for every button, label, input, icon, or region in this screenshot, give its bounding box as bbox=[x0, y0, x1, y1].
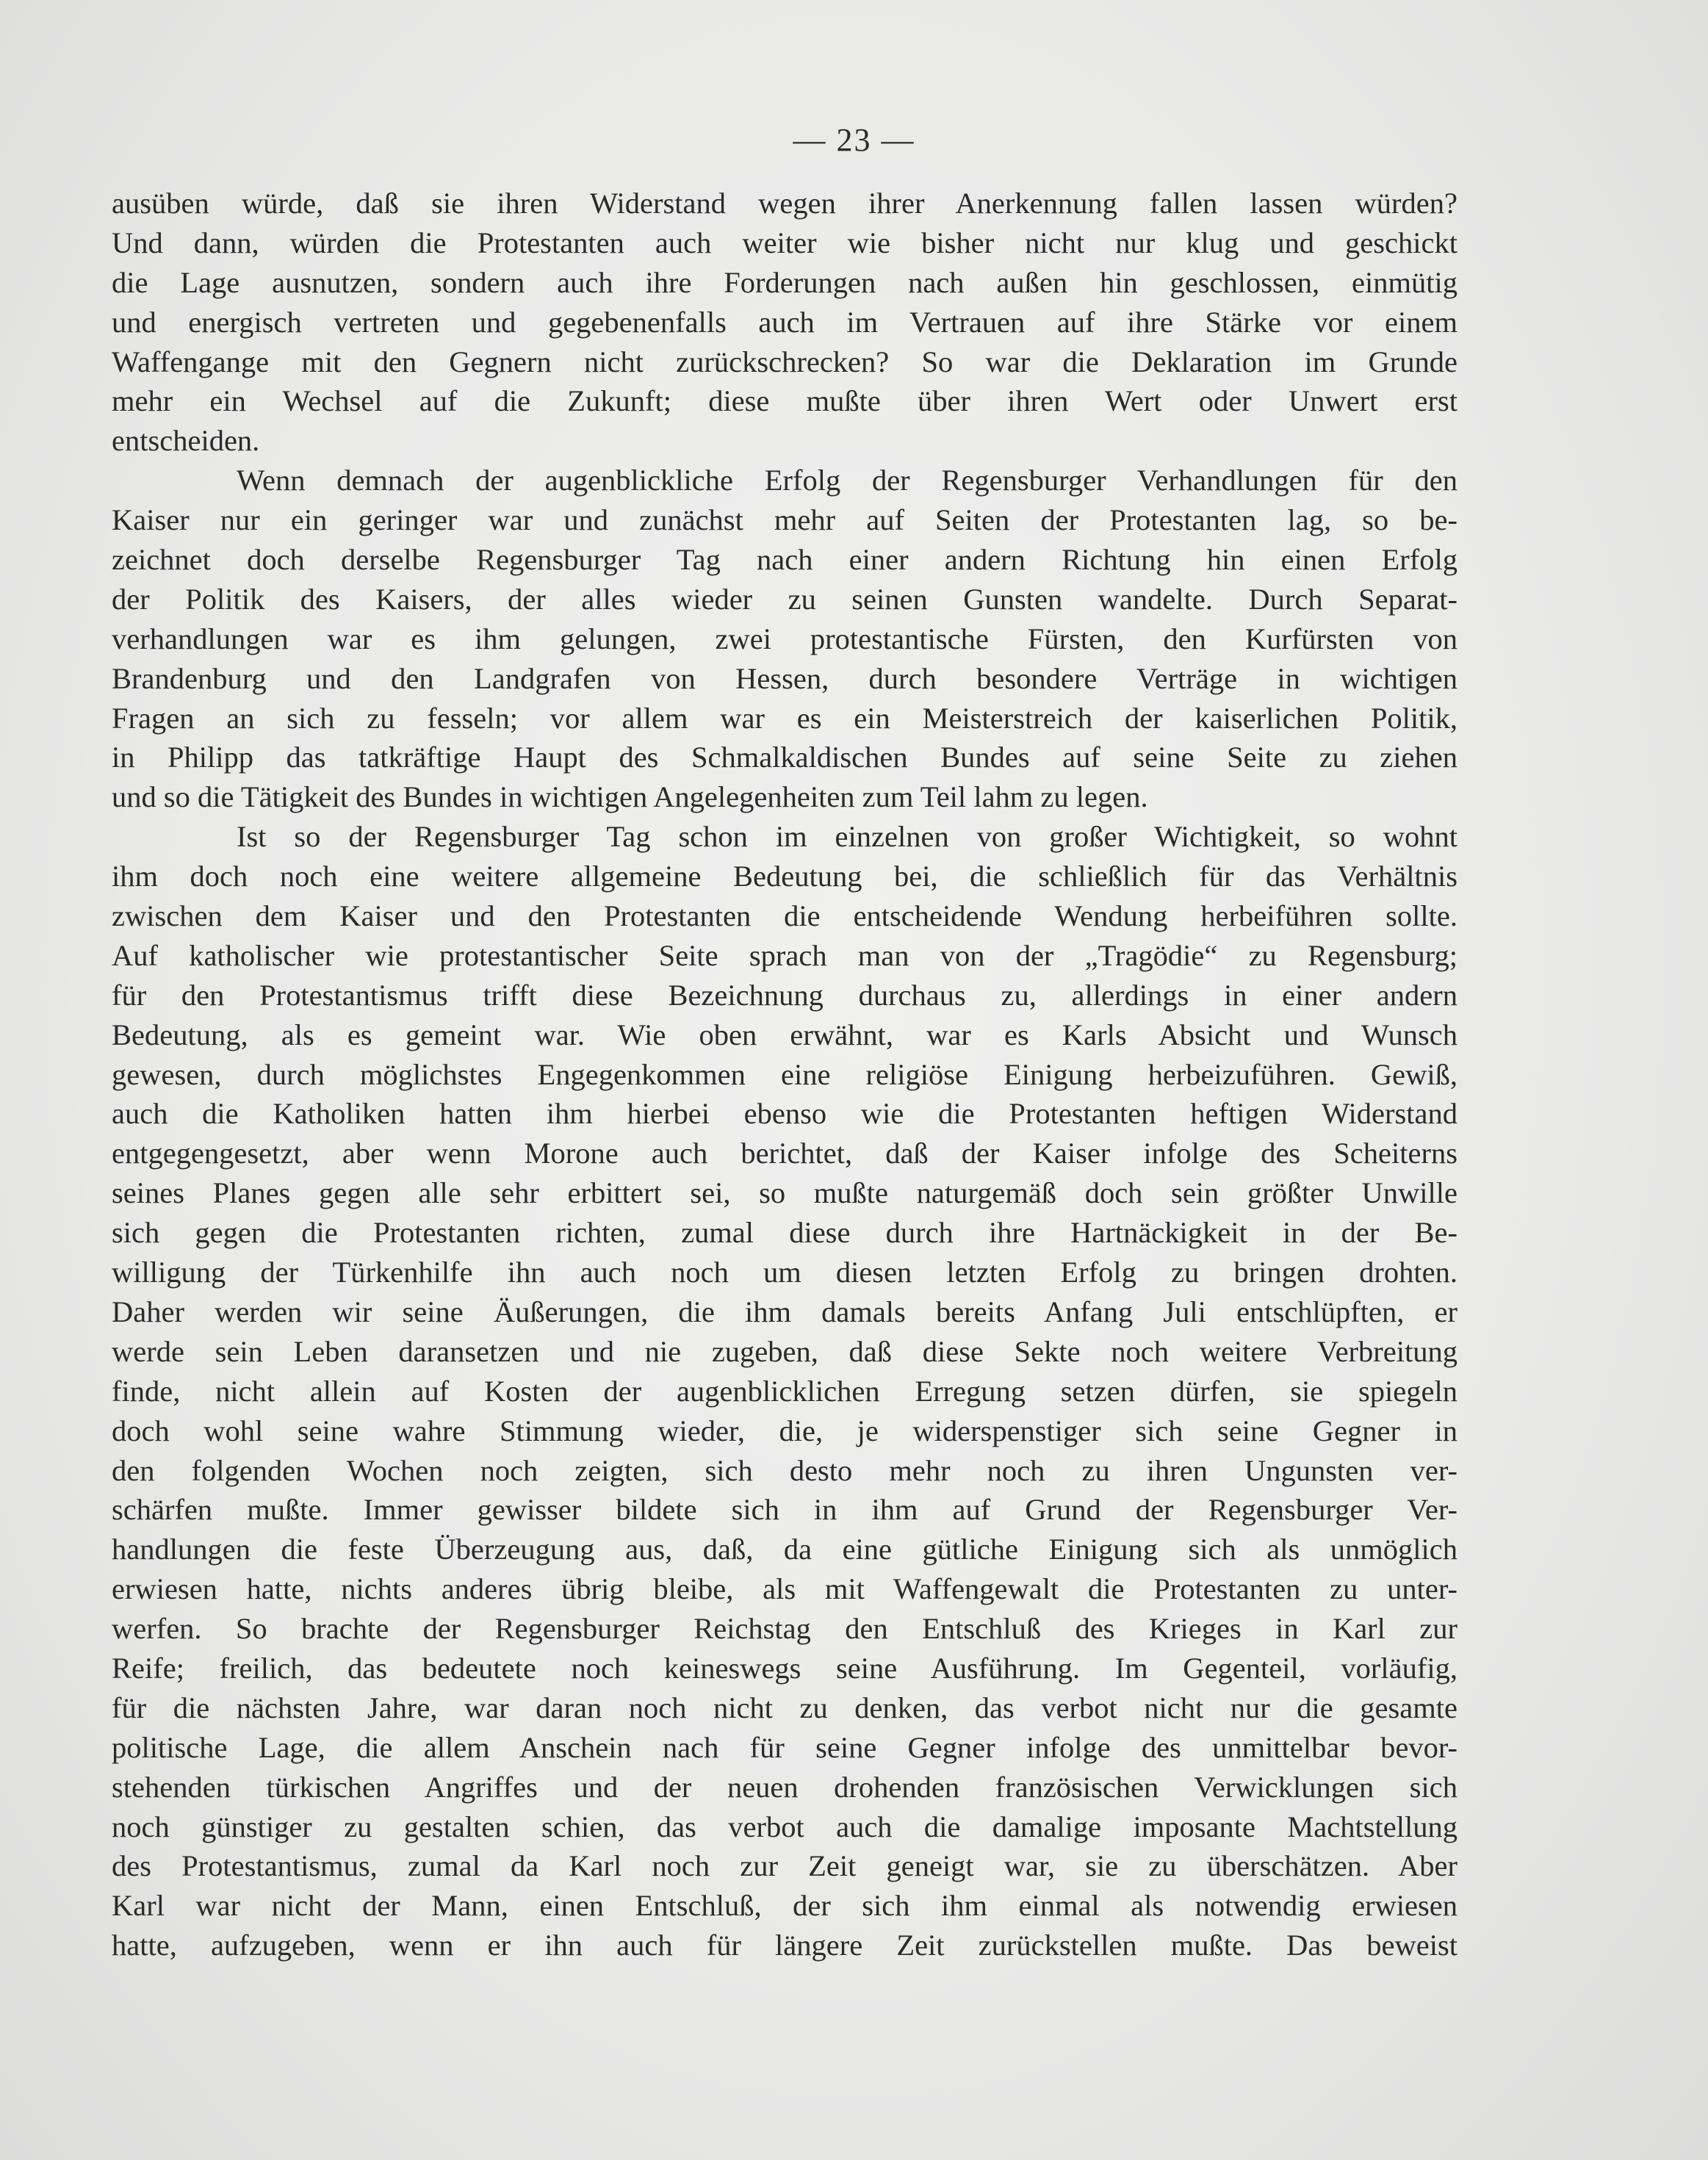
page-number: — 23 — bbox=[793, 122, 915, 158]
text-line: stehenden türkischen Angriffes und der neuen drohenden französischen Verwicklungen sich bbox=[112, 1770, 1457, 1804]
text-line: doch wohl seine wahre Stimmung wieder, die, je widerspenstiger sich seine Gegner in bbox=[112, 1414, 1457, 1447]
text-line: Waffengange mit den Gegnern nicht zurückschrecken? So war die Deklaration im Grunde bbox=[112, 345, 1457, 378]
text-line: Reife; freilich, das bedeutete noch keineswegs seine Ausführung. Im Gegenteil, vorläufig, bbox=[112, 1651, 1457, 1685]
text-line: handlungen die feste Überzeugung aus, daß, da eine gütliche Einigung sich als unmöglich bbox=[112, 1533, 1457, 1566]
text-line: und so die Tätigkeit des Bundes in wichtigen Angelegenheiten zum Teil lahm zu legen. bbox=[112, 780, 1148, 814]
text-line: entgegengesetzt, aber wenn Morone auch berichtet, daß der Kaiser infolge des Scheiterns bbox=[112, 1137, 1457, 1170]
text-line: mehr ein Wechsel auf die Zukunft; diese mußte über ihren Wert oder Unwert erst bbox=[112, 384, 1457, 418]
text-line: und energisch vertreten und gegebenenfalls auch im Vertrauen auf ihre Stärke vor einem bbox=[112, 305, 1457, 339]
text-line: in Philipp das tatkräftige Haupt des Schmalkaldischen Bundes auf seine Seite zu ziehen bbox=[112, 741, 1457, 774]
text-line: Brandenburg und den Landgrafen von Hessen, durch besondere Verträge in wichtigen bbox=[112, 661, 1457, 695]
text-line: des Protestantismus, zumal da Karl noch zur Zeit geneigt war, sie zu überschätzen. Aber bbox=[112, 1849, 1457, 1883]
text-line: gewesen, durch möglichstes Engegenkommen eine religiöse Einigung herbeizuführen. Gewiß, bbox=[112, 1057, 1457, 1091]
text-line: werde sein Leben daransetzen und nie zugeben, daß diese Sekte noch weitere Verbreitung bbox=[112, 1334, 1457, 1368]
text-line: den folgenden Wochen noch zeigten, sich desto mehr noch zu ihren Ungunsten ver- bbox=[112, 1453, 1457, 1487]
text-line: noch günstiger zu gestalten schien, das verbot auch die damalige imposante Machtstellung bbox=[112, 1810, 1457, 1843]
text-line: Ist so der Regensburger Tag schon im einzelnen von großer Wichtigkeit, so wohnt bbox=[237, 820, 1457, 854]
text-line: für den Protestantismus trifft diese Bezeichnung durchaus zu, allerdings in einer andern bbox=[112, 978, 1457, 1012]
text-line: für die nächsten Jahre, war daran noch nicht zu denken, das verbot nicht nur die gesamte bbox=[112, 1691, 1457, 1724]
text-line: Wenn demnach der augenblickliche Erfolg der Regensburger Verhandlungen für den bbox=[237, 464, 1457, 497]
text-line: verhandlungen war es ihm gelungen, zwei protestantische Fürsten, den Kurfürsten von bbox=[112, 622, 1457, 655]
text-line: auch die Katholiken hatten ihm hierbei ebenso wie die Protestanten heftigen Widerstand bbox=[112, 1097, 1457, 1131]
text-line: entscheiden. bbox=[112, 424, 260, 458]
text-line: Daher werden wir seine Äußerungen, die ihm damals bereits Anfang Juli entschlüpften, er bbox=[112, 1295, 1457, 1328]
text-line: erwiesen hatte, nichts anderes übrig bleibe, als mit Waffengewalt die Protestanten zu unter- bbox=[112, 1572, 1457, 1606]
text-line: Auf katholischer wie protestantischer Seite sprach man von der „Tragödie“ zu Regensburg; bbox=[112, 938, 1457, 972]
text-line: seines Planes gegen alle sehr erbittert sei, so mußte naturgemäß doch sein größter Unwille bbox=[112, 1176, 1457, 1210]
text-line: sich gegen die Protestanten richten, zumal diese durch ihre Hartnäckigkeit in der Be- bbox=[112, 1216, 1457, 1250]
text-line: hatte, aufzugeben, wenn er ihn auch für längere Zeit zurückstellen mußte. Das beweist bbox=[112, 1929, 1457, 1962]
text-line: ihm doch noch eine weitere allgemeine Bedeutung bei, die schließlich für das Verhältnis bbox=[112, 860, 1457, 893]
text-line: zwischen dem Kaiser und den Protestanten die entscheidende Wendung herbeiführen sollte. bbox=[112, 899, 1457, 933]
text-line: politische Lage, die allem Anschein nach für seine Gegner infolge des unmittelbar bevor- bbox=[112, 1730, 1457, 1764]
text-line: Kaiser nur ein geringer war und zunächst mehr auf Seiten der Protestanten lag, so be- bbox=[112, 503, 1457, 537]
text-line: der Politik des Kaisers, der alles wieder zu seinen Gunsten wandelte. Durch Separat- bbox=[112, 582, 1457, 616]
text-line: Und dann, würden die Protestanten auch weiter wie bisher nicht nur klug und geschickt bbox=[112, 226, 1457, 259]
text-line: schärfen mußte. Immer gewisser bildete sich in ihm auf Grund der Regensburger Ver- bbox=[112, 1493, 1457, 1527]
text-line: werfen. So brachte der Regensburger Reichstag den Entschluß des Krieges in Karl zur bbox=[112, 1612, 1457, 1646]
text-line: willigung der Türkenhilfe ihn auch noch um diesen letzten Erfolg zu bringen drohten. bbox=[112, 1256, 1457, 1289]
text-line: Karl war nicht der Mann, einen Entschluß, der sich ihm einmal als notwendig erwiesen bbox=[112, 1889, 1457, 1923]
text-line: Bedeutung, als es gemeint war. Wie oben erwähnt, war es Karls Absicht und Wunsch bbox=[112, 1018, 1457, 1051]
text-line: ausüben würde, daß sie ihren Widerstand wegen ihrer Anerkennung fallen lassen würden? bbox=[112, 187, 1457, 220]
text-line: die Lage ausnutzen, sondern auch ihre Forderungen nach außen hin geschlossen, einmütig bbox=[112, 265, 1457, 299]
text-line: finde, nicht allein auf Kosten der augenblicklichen Erregung setzen dürfen, sie spiegeln bbox=[112, 1374, 1457, 1408]
body-text bbox=[112, 184, 1457, 1965]
text-line: Fragen an sich zu fesseln; vor allem war es ein Meisterstreich der kaiserlichen Politik, bbox=[112, 701, 1457, 735]
text-line: zeichnet doch derselbe Regensburger Tag nach einer andern Richtung hin einen Erfolg bbox=[112, 543, 1457, 577]
